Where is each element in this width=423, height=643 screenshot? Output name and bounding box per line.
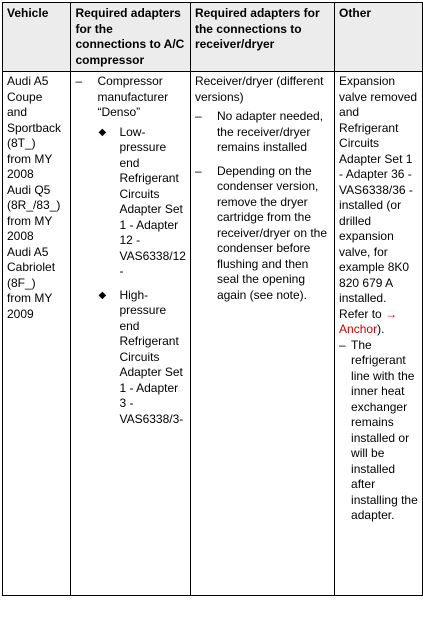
compressor-manufacturer-text: Compressor manufacturer “Denso” bbox=[97, 74, 169, 119]
receiver-cell bbox=[190, 72, 334, 596]
vehicle-line: Sportback bbox=[7, 120, 62, 135]
receiver-item-no-adapter bbox=[195, 109, 330, 156]
diamond-bullet-icon: ◆ bbox=[98, 289, 107, 301]
refrigerant-line-text: The refrigerant line with the inner heat exchanger remains installed or will be installed after installing the adapter. bbox=[351, 337, 418, 522]
vehicle-line: and bbox=[7, 105, 28, 119]
dash-mark: – bbox=[339, 337, 346, 352]
compressor-item bbox=[75, 74, 186, 427]
vehicle-line: from MY bbox=[7, 151, 53, 166]
receiver-item-dryer-cartridge bbox=[195, 164, 330, 304]
low-pressure-adapter-item bbox=[97, 125, 186, 280]
other-cell bbox=[335, 72, 423, 596]
vehicle-line: (8F_) bbox=[7, 275, 36, 290]
vehicle-cell bbox=[3, 72, 71, 596]
diamond-bullet-icon: ◆ bbox=[98, 126, 107, 138]
adapter-table bbox=[2, 2, 423, 596]
vehicle-list bbox=[7, 74, 66, 322]
vehicle-line: from MY bbox=[7, 213, 53, 228]
header-receiver-adapters: Required adapters for the connections to receiver/dryer bbox=[190, 3, 334, 72]
expansion-valve-text: Expansion valve removed and Refrigerant Circuits Adapter Set 1 - Adapter 36 - VAS6338/36 - installed (or drilled expansion valve, for example 8K0 820 679 A installed. Refer to bbox=[339, 74, 418, 321]
dash-mark: – bbox=[75, 74, 83, 88]
vehicle-line: from MY bbox=[7, 291, 53, 305]
vehicle-row bbox=[3, 72, 423, 596]
header-other: Other bbox=[335, 3, 423, 72]
vehicle-line: Coupe bbox=[7, 89, 43, 104]
closing-text: ). bbox=[377, 322, 385, 336]
anchor-link[interactable]: → Anchor bbox=[339, 306, 398, 336]
receiver-item-text: No adapter needed, the receiver/dryer remains installed bbox=[216, 109, 324, 154]
compressor-bullet-list bbox=[97, 125, 186, 428]
vehicle-line: Cabriolet bbox=[7, 260, 56, 274]
other-expansion-valve-text bbox=[339, 74, 418, 338]
header-row bbox=[3, 3, 423, 72]
high-pressure-adapter-item bbox=[97, 288, 186, 428]
vehicle-line: 2008 bbox=[7, 229, 34, 243]
header-vehicle: Vehicle bbox=[3, 3, 71, 72]
dash-mark: – bbox=[194, 109, 202, 123]
receiver-list bbox=[195, 109, 330, 303]
vehicle-line: Audi Q5 bbox=[7, 182, 51, 197]
compressor-cell bbox=[71, 72, 191, 596]
header-compressor-adapters: Required adapters for the connections to A/C compressor bbox=[71, 3, 191, 72]
high-pressure-adapter-text: High-pressure end Refrigerant Circuits Adapter Set 1 - Adapter 3 -VAS6338/3- bbox=[119, 287, 184, 426]
dash-mark: – bbox=[194, 163, 202, 178]
vehicle-line: 2009 bbox=[7, 306, 34, 321]
refrigerant-line-item bbox=[339, 338, 418, 524]
compressor-list bbox=[75, 74, 186, 427]
receiver-item-text: Depending on the condenser version, remove the dryer cartridge from the receiver/dryer on the condenser before flushing and then seal the opening again (see note). bbox=[216, 163, 328, 302]
vehicle-line: (8R_/83_) bbox=[7, 198, 61, 212]
other-list bbox=[339, 338, 418, 524]
low-pressure-adapter-text: Low-pressure end Refrigerant Circuits Adapter Set 1 - Adapter 12 - VAS6338/12 - bbox=[119, 124, 186, 278]
receiver-intro: Receiver/dryer (different versions) bbox=[194, 74, 324, 104]
vehicle-line: 2008 bbox=[7, 167, 34, 181]
vehicle-line: Audi A5 bbox=[7, 74, 49, 88]
vehicle-line: (8T_) bbox=[7, 136, 36, 150]
vehicle-line: Audi A5 bbox=[7, 244, 49, 259]
